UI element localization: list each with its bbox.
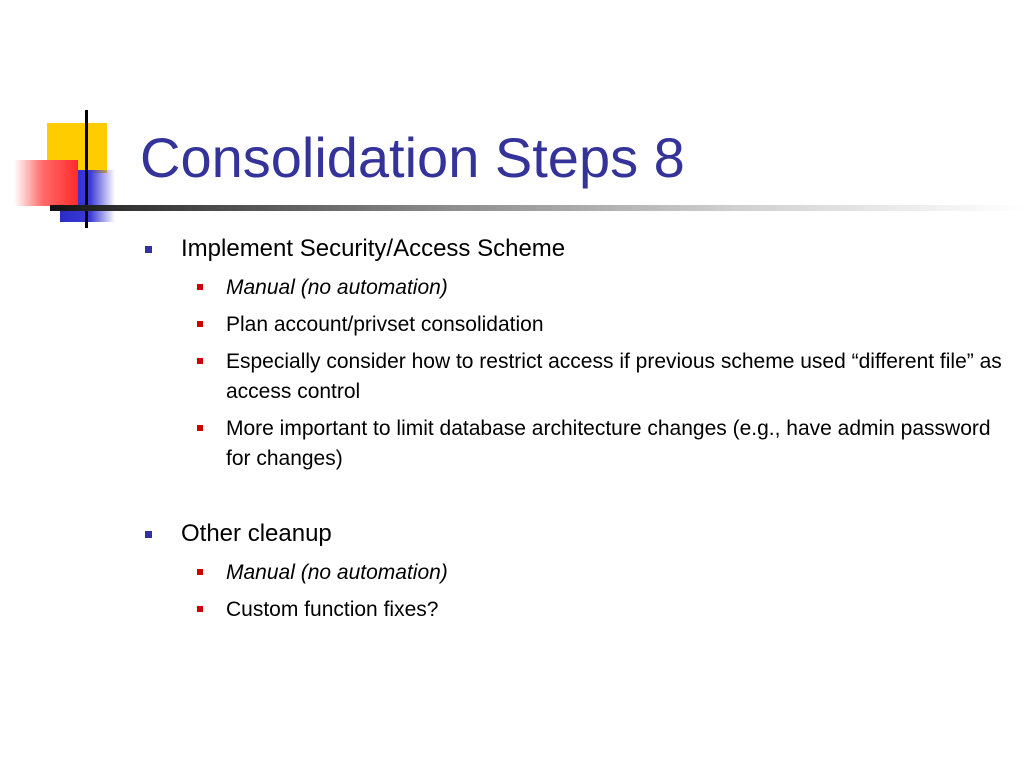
bullet-level2 bbox=[145, 310, 1005, 340]
bullet-text: Especially consider how to restrict access if previous scheme used “different file” as access control bbox=[226, 350, 1002, 403]
square-bullet-icon bbox=[145, 246, 152, 253]
bullet-text: Plan account/privset consolidation bbox=[226, 313, 544, 336]
square-bullet-icon bbox=[197, 606, 203, 612]
bullet-level1 bbox=[145, 518, 1005, 550]
bullet-text: Other cleanup bbox=[181, 520, 332, 547]
bullet-text: Manual (no automation) bbox=[226, 276, 448, 299]
bullet-level2 bbox=[145, 347, 1005, 407]
square-bullet-icon bbox=[197, 358, 203, 364]
bullet-text: Manual (no automation) bbox=[226, 561, 448, 584]
bullet-level1 bbox=[145, 233, 1005, 265]
bullet-text: Custom function fixes? bbox=[226, 598, 439, 621]
square-bullet-icon bbox=[145, 531, 152, 538]
bullet-text: More important to limit database architecture changes (e.g., have admin password for changes) bbox=[226, 417, 991, 470]
square-bullet-icon bbox=[197, 284, 203, 290]
slide-title: Consolidation Steps 8 bbox=[140, 126, 685, 189]
square-bullet-icon bbox=[197, 569, 203, 575]
bullet-level2 bbox=[145, 273, 1005, 303]
section-spacer bbox=[145, 481, 1005, 518]
square-bullet-icon bbox=[197, 425, 203, 431]
decorative-red-square bbox=[14, 160, 78, 206]
bullet-level2 bbox=[145, 558, 1005, 588]
title-underline-rule bbox=[50, 205, 1024, 211]
slide-body bbox=[145, 233, 1005, 632]
bullet-level2 bbox=[145, 595, 1005, 625]
square-bullet-icon bbox=[197, 321, 203, 327]
bullet-level2 bbox=[145, 414, 1005, 474]
bullet-text: Implement Security/Access Scheme bbox=[181, 235, 566, 262]
